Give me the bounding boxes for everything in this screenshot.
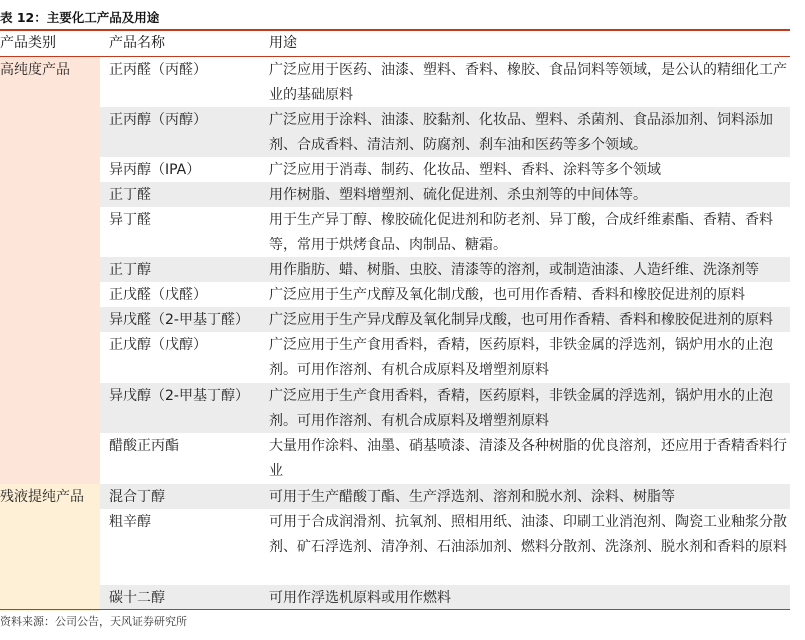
product-use: 广泛应用于医药、油漆、塑料、香料、橡胶、食品饲料等领域，是公认的精细化工产业的基础原料 bbox=[269, 62, 787, 103]
product-use: 广泛应用于生产食用香料，香精，医药原料，非铁金属的浮选剂，锅炉用水的止泡剂。可用作溶剂、有机合成原料及增塑剂原料 bbox=[269, 337, 773, 378]
product-name: 醋酸正丙酯 bbox=[109, 438, 179, 454]
table-row bbox=[100, 282, 790, 307]
table-row bbox=[100, 207, 790, 257]
product-name: 异丙醇（IPA） bbox=[109, 162, 201, 178]
table-row bbox=[100, 484, 790, 509]
product-name: 异戊醛（2-甲基丁醛） bbox=[109, 312, 249, 328]
product-name: 正戊醇（戊醇） bbox=[109, 337, 207, 353]
table-row bbox=[100, 257, 790, 282]
product-use: 可用于生产醋酸丁酯、生产浮选剂、溶剂和脱水剂、涂料、树脂等 bbox=[269, 489, 675, 505]
product-use: 用于生产异丁醇、橡胶硫化促进剂和防老剂、异丁酸，合成纤维素酯、香精、香料等，常用于烘烤食品、肉制品、糖霜。 bbox=[269, 212, 773, 253]
product-name: 正丙醛（丙醛） bbox=[109, 62, 207, 78]
product-use: 可用于合成润滑剂、抗氧剂、照相用纸、油漆、印刷工业消泡剂、陶瓷工业釉浆分散剂、矿石浮选剂、清净剂、石油添加剂、燃料分散剂、洗涤剂、脱水剂和香料的原料 bbox=[269, 514, 787, 555]
product-name: 粗辛醇 bbox=[109, 514, 151, 530]
table-header bbox=[0, 31, 790, 56]
table-row bbox=[100, 307, 790, 332]
table-row bbox=[100, 182, 790, 207]
product-name: 正丁醛 bbox=[109, 187, 151, 203]
product-use: 用作树脂、塑料增塑剂、硫化促进剂、杀虫剂等的中间体等。 bbox=[269, 187, 647, 203]
product-name: 正丁醇 bbox=[109, 262, 151, 278]
table-row bbox=[100, 157, 790, 182]
product-use: 大量用作涂料、油墨、硝基喷漆、清漆及各种树脂的优良溶剂，还应用于香精香料行业 bbox=[269, 438, 787, 479]
source-note: 资料来源：公司公告，天风证券研究所 bbox=[0, 615, 187, 628]
product-use: 广泛应用于涂料、油漆、胶黏剂、化妆品、塑料、杀菌剂、食品添加剂、饲料添加剂、合成香料、清洁剂、防腐剂、刹车油和医药等多个领域。 bbox=[269, 112, 773, 153]
table-row bbox=[100, 107, 790, 157]
product-use: 广泛应用于生产食用香料，香精，医药原料，非铁金属的浮选剂，锅炉用水的止泡剂。可用作溶剂、有机合成原料及增塑剂原料 bbox=[269, 388, 773, 429]
table-row bbox=[100, 509, 790, 585]
header-use: 用途 bbox=[269, 35, 297, 51]
product-use: 广泛应用于生产异戊醇及氧化制异戊酸，也可用作香精、香料和橡胶促进剂的原料 bbox=[269, 312, 773, 328]
table-row bbox=[100, 585, 790, 610]
table-row bbox=[100, 57, 790, 107]
product-use: 广泛应用于生产戊醇及氧化制戊酸，也可用作香精、香料和橡胶促进剂的原料 bbox=[269, 287, 745, 303]
product-use: 可用作浮选机原料或用作燃料 bbox=[269, 590, 451, 606]
product-name: 正丙醇（丙醇） bbox=[109, 112, 207, 128]
category-high-purity: 高纯度产品 bbox=[0, 57, 100, 485]
table-title: 表 12：主要化工产品及用途 bbox=[0, 10, 160, 25]
table-row bbox=[100, 433, 790, 484]
header-category: 产品类别 bbox=[0, 35, 56, 51]
product-use: 用作脂肪、蜡、树脂、虫胶、清漆等的溶剂，或制造油漆、人造纤维、洗涤剂等 bbox=[269, 262, 759, 278]
header-name: 产品名称 bbox=[109, 35, 165, 51]
product-name: 碳十二醇 bbox=[109, 590, 165, 606]
product-name: 混合丁醇 bbox=[109, 489, 165, 505]
table-row bbox=[100, 383, 790, 433]
product-use: 广泛应用于消毒、制药、化妆品、塑料、香料、涂料等多个领域 bbox=[269, 162, 661, 178]
product-name: 异丁醛 bbox=[109, 212, 151, 228]
table-row bbox=[100, 332, 790, 383]
bottom-rule bbox=[0, 609, 790, 610]
product-name: 正戊醛（戊醛） bbox=[109, 287, 207, 303]
product-table bbox=[0, 57, 790, 610]
category-residue-purified: 残液提纯产品 bbox=[0, 484, 100, 611]
product-name: 异戊醇（2-甲基丁醇） bbox=[109, 388, 249, 404]
